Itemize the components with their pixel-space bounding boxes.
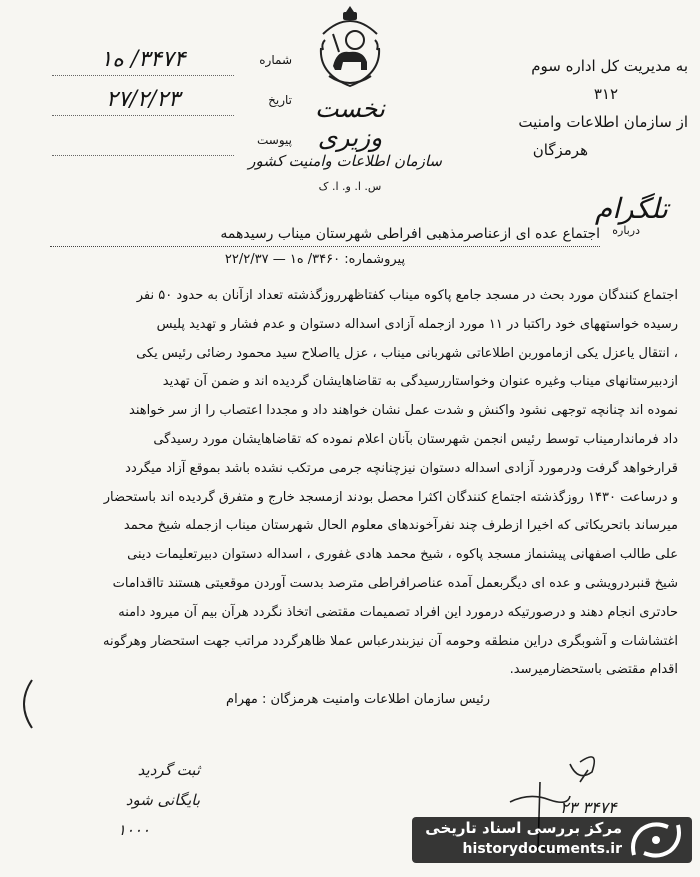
reference-line: پیروشماره: ۳۴۶۰/ ه۱ — ۲۲/۲/۳۷ xyxy=(224,252,406,267)
attachment-row xyxy=(52,120,292,160)
from-line: از سازمان اطلاعات وامنیت xyxy=(518,113,688,131)
lion-and-sun-emblem-icon xyxy=(315,4,385,92)
date-row xyxy=(52,80,292,120)
subject-label: درباره xyxy=(612,224,640,237)
archive-logo-icon xyxy=(628,821,684,859)
body-line: ، انتقال یاعزل یکی ازماموربن اطلاعاتی شهربانی میناب ، عزل یااصلاح سید محمود رضائی رئیس یکی xyxy=(136,345,678,361)
archive-watermark xyxy=(412,817,692,863)
attachment-label: پیوست xyxy=(257,133,292,147)
document-meta xyxy=(52,40,292,160)
number-value: ۳۴۷۴/ ه۱ xyxy=(52,45,234,76)
recipient-block xyxy=(428,52,688,164)
number-label: شماره xyxy=(259,53,292,67)
body-line: میرساند باتحریکاتی که اخیرا ازطرف چند نفرآخوندهای معلوم الحال شهرستان میناب ازجمله شیخ محمد xyxy=(123,518,678,534)
emblem-code: س. ا. و. ا. ک xyxy=(318,180,382,193)
body-line: داد فرماندارمیناب توسط رئیس انجمن شهرستان بآنان اعلام نموده که تقاضاهایشان مورد رسیدگی xyxy=(153,431,678,447)
telegram-label: تلگرام xyxy=(594,192,668,225)
body-line: و درساعت ۱۴۳۰ روزگذشته اجتماع کنندگان اکثرا محصل بودند ازمسجد خارج و متفرق گردیده اند باستحضار xyxy=(103,489,678,505)
to-line: به مدیریت کل اداره سوم xyxy=(531,57,688,75)
to-number: ۳۱۲ xyxy=(593,85,618,103)
letter-body xyxy=(18,282,678,685)
date-value: ۲۷/۲/۲۳ xyxy=(52,85,234,116)
body-line: قرارخواهد گرفت ودرمورد آزادی اسداله دستوان نیزچنانچه جرمی مرتکب نشده باشد بموقع آزاد میگردد xyxy=(125,460,678,476)
body-line: اجتماع کنندگان مورد بحث در مسجد جامع پاکوه میناب کفتاظهرروزگذشته تعداد ازآنان به حدود ۵۰ نفر xyxy=(136,288,678,303)
handwritten-number: ۲۳ ۳۴۷۴ xyxy=(560,798,617,817)
emblem-subtitle: سازمان اطلاعات وامنیت کشور xyxy=(248,152,442,170)
body-line: ازدبیرستانهای میناب وغیره عنوان وخواستاررسیدگی به تقاضاهایشان گردیده اند و ضمن آن تهدید xyxy=(162,374,678,390)
signature-line: رئیس سازمان اطلاعات وامنیت هرمزگان : مهرام xyxy=(226,692,490,707)
signature-bracket-icon xyxy=(12,676,38,732)
handwritten-note: بایگانی شود xyxy=(125,791,200,809)
body-line: نموده اند چنانچه توجهی نشود واکنش و شدت عمل نشان خواهند داد و مجددا اعتصاب را از سر خواهند xyxy=(129,403,678,419)
body-line: اقدام مقتضی باستحضارمیرسد. xyxy=(509,662,678,678)
body-line: شیخ قنبردرویشی و عده ای دیگربعمل آمده عناصرافراطی مترصد بدست آوردن موقعیتی هستند تااقدامات xyxy=(112,575,678,591)
watermark-title: مرکز بررسی اسناد تاریخی xyxy=(425,819,622,837)
body-line: علی طالب اصفهانی پیشنماز مسجد پاکوه ، شیخ محمد هادی غفوری ، اسداله دستوان دبیرتعلیمات دینی xyxy=(127,547,678,563)
from-line-2: هرمزگان xyxy=(532,141,588,159)
emblem-title: نخست وزیری xyxy=(315,94,385,152)
number-row xyxy=(52,40,292,80)
attachment-value xyxy=(52,125,234,156)
body-line: رسیده خواستههای خود راکتبا در ۱۱ مورد ازجمله آزادی اسداله دستوان و عدم فشار و تهدید پلیس xyxy=(156,316,678,332)
handwritten-notes xyxy=(40,755,200,845)
date-label: تاریخ xyxy=(268,93,292,107)
subject-text: اجتماع عده ای ازعناصرمذهبی افراطی شهرستان میناب رسیدهمه xyxy=(50,222,600,247)
body-line: حادتری انجام دهند و درصورتیکه درمورد این افراد تصمیمات مقتضی اتخاذ نگردد هرآن بیم آن میرود دامنه xyxy=(118,604,678,620)
handwritten-note: ۱۰۰۰ xyxy=(117,821,150,839)
body-line: اغتشاشات و آشوبگری دراین منطقه وحومه آن نیزبندرعباس عملا ظاهرگردد مراتب جهت استحضار وهرگونه xyxy=(103,633,678,649)
handwritten-note: ثبت گردید xyxy=(137,761,200,779)
watermark-url: historydocuments.ir xyxy=(462,841,622,857)
